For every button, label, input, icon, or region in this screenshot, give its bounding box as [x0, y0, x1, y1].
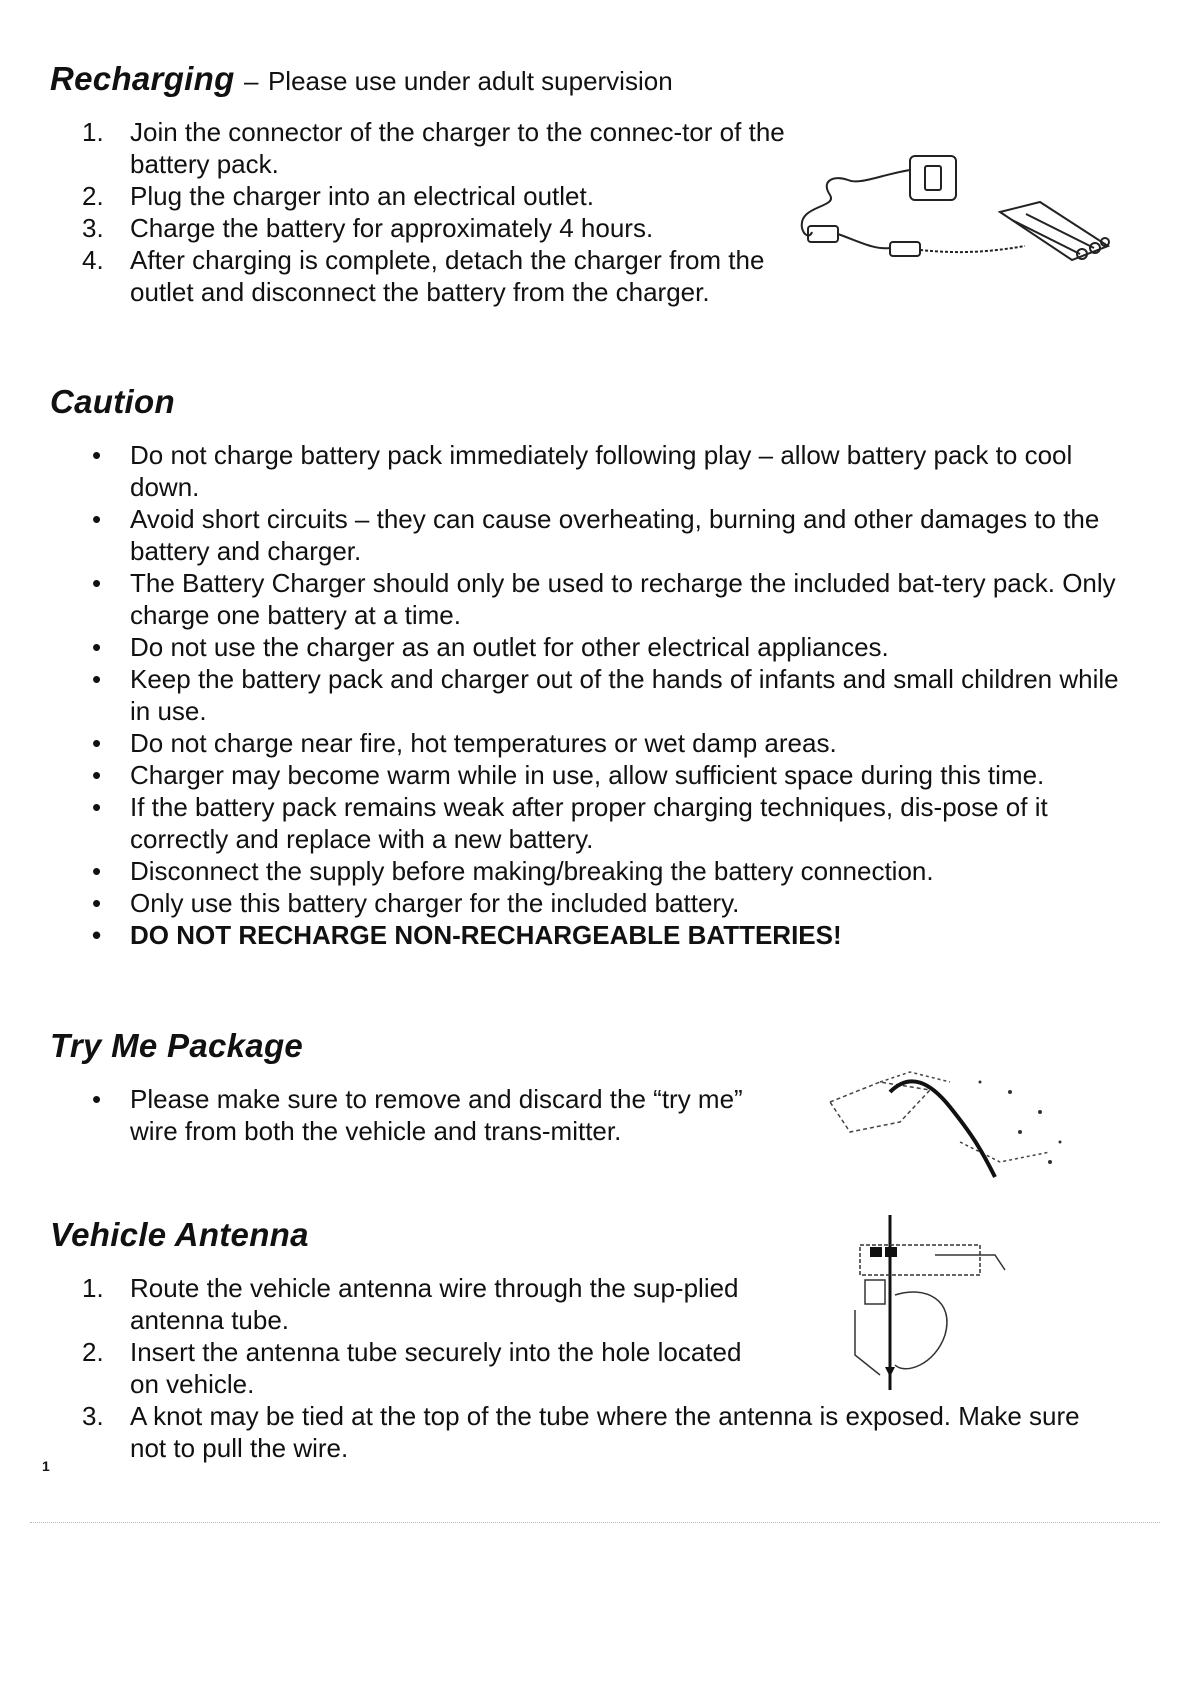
- recharging-title: Recharging: [50, 60, 235, 97]
- caution-text: Keep the battery pack and charger out of the hands of infants and small children while in use.: [130, 664, 1119, 726]
- caution-item: [82, 503, 1122, 567]
- step-number: 4.: [82, 245, 104, 275]
- caution-list: [82, 439, 1122, 951]
- try-me-heading: [50, 1027, 303, 1065]
- try-me-wire-illustration: [810, 1052, 1090, 1202]
- bullet: •: [92, 504, 102, 534]
- bullet: •: [92, 440, 102, 470]
- try-me-title: Try Me Package: [50, 1027, 304, 1064]
- recharging-step: [82, 244, 770, 308]
- recharging-step: [82, 116, 812, 180]
- caution-item: [82, 663, 1122, 727]
- caution-item: [82, 791, 1122, 855]
- caution-title: Caution: [50, 383, 175, 420]
- antenna-step: [82, 1400, 1122, 1464]
- antenna-title: Vehicle Antenna: [50, 1216, 309, 1253]
- try-me-item: [82, 1083, 772, 1147]
- try-me-list: [82, 1083, 772, 1147]
- caution-text: The Battery Charger should only be used to recharge the included bat-tery pack. Only charge one battery at a time.: [130, 568, 1116, 630]
- caution-item-warning: [82, 919, 1122, 951]
- caution-text: Do not charge battery pack immediately following play – allow battery pack to cool down.: [130, 440, 1073, 502]
- step-text: Charge the battery for approximately 4 hours.: [130, 213, 654, 243]
- caution-item: [82, 567, 1122, 631]
- caution-item: [82, 855, 1122, 887]
- bullet: •: [92, 760, 102, 790]
- bullet: •: [92, 920, 102, 950]
- recharging-heading: [50, 60, 673, 98]
- bottom-dotted-rule: [30, 1522, 1160, 1523]
- recharging-dash: –: [244, 66, 259, 96]
- caution-item: [82, 759, 1122, 791]
- caution-text: Charger may become warm while in use, allow sufficient space during this time.: [130, 760, 1045, 790]
- caution-heading: [50, 383, 175, 421]
- step-number: 1.: [82, 117, 104, 147]
- antenna-heading: [50, 1216, 309, 1254]
- bullet: •: [92, 664, 102, 694]
- step-number: 1.: [82, 1273, 104, 1303]
- step-text: Plug the charger into an electrical outlet.: [130, 181, 594, 211]
- bullet: •: [92, 792, 102, 822]
- bullet: •: [92, 1084, 102, 1114]
- recharging-step: [82, 180, 812, 212]
- caution-item: [82, 631, 1122, 663]
- caution-item: [82, 439, 1122, 503]
- step-text: Join the connector of the charger to the connec-tor of the battery pack.: [130, 117, 785, 179]
- recharging-subtitle: Please use under adult supervision: [267, 66, 673, 96]
- caution-item: [82, 887, 1122, 919]
- step-text: A knot may be tied at the top of the tube where the antenna is exposed. Make sure not to pull the wire.: [130, 1401, 1080, 1463]
- bullet: •: [92, 728, 102, 758]
- step-number: 3.: [82, 1401, 104, 1431]
- step-number: 2.: [82, 1337, 104, 1367]
- step-text: Insert the antenna tube securely into the hole located on vehicle.: [130, 1337, 742, 1399]
- bullet: •: [92, 856, 102, 886]
- antenna-step: [82, 1272, 770, 1336]
- charger-battery-illustration: [790, 150, 1120, 280]
- caution-text: Do not charge near fire, hot temperatures or wet damp areas.: [130, 728, 837, 758]
- step-text: Route the vehicle antenna wire through the sup-plied antenna tube.: [130, 1273, 739, 1335]
- caution-warning-text: DO NOT RECHARGE NON-RECHARGEABLE BATTERIES!: [130, 920, 842, 950]
- page-number: 1: [42, 1458, 50, 1474]
- recharging-steps: [82, 116, 812, 308]
- antenna-step: [82, 1336, 770, 1400]
- caution-text: If the battery pack remains weak after proper charging techniques, dis-pose of it correctly and replace with a new battery.: [130, 792, 1048, 854]
- bullet: •: [92, 888, 102, 918]
- caution-text: Do not use the charger as an outlet for other electrical appliances.: [130, 632, 889, 662]
- caution-text: Disconnect the supply before making/breaking the battery connection.: [130, 856, 934, 886]
- bullet: •: [92, 632, 102, 662]
- recharging-step: [82, 212, 812, 244]
- caution-text: Only use this battery charger for the included battery.: [130, 888, 740, 918]
- caution-item: [82, 727, 1122, 759]
- step-number: 3.: [82, 213, 104, 243]
- try-me-text: Please make sure to remove and discard the “try me” wire from both the vehicle and trans-mitter.: [130, 1084, 743, 1146]
- step-number: 2.: [82, 181, 104, 211]
- antenna-tube-illustration: [835, 1215, 1010, 1390]
- bullet: •: [92, 568, 102, 598]
- caution-text: Avoid short circuits – they can cause overheating, burning and other damages to the battery and charger.: [130, 504, 1100, 566]
- step-text: After charging is complete, detach the charger from the outlet and disconnect the battery from the charger.: [130, 245, 765, 307]
